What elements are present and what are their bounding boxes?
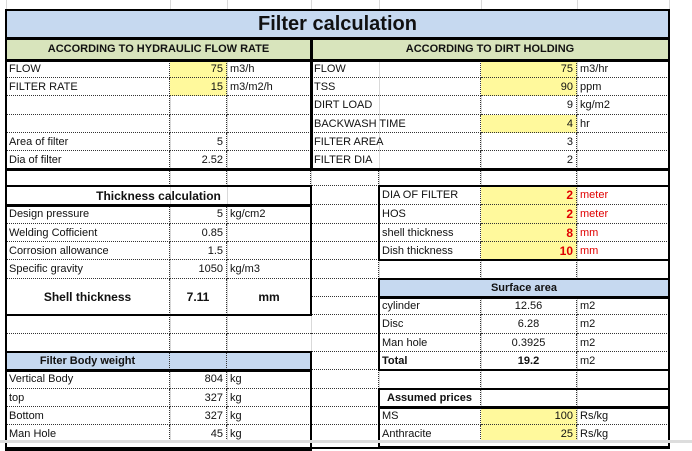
cell-unit[interactable]: m2 [577,334,669,352]
empty-cell[interactable] [311,315,379,334]
cell-label[interactable]: Dish thickness [379,242,481,260]
shell-thickness-input[interactable]: 8 [481,224,577,242]
empty-cell[interactable] [311,205,379,224]
border [378,296,670,299]
cell-unit[interactable]: kg [227,389,311,407]
cell-unit[interactable]: kg [227,370,311,389]
empty-cell[interactable] [311,407,379,425]
empty-cell[interactable] [227,315,311,334]
empty-cell[interactable] [227,115,311,133]
cell-label[interactable]: DIRT LOAD [311,96,481,115]
cell-unit[interactable]: Rs/kg [577,425,669,443]
empty-cell[interactable] [170,96,227,115]
border [310,37,313,169]
empty-cell[interactable] [6,315,170,334]
dirt-load-value[interactable]: 9 [481,96,577,115]
cell-label[interactable]: Anthracite [379,425,481,443]
pressure-value[interactable]: 5 [170,205,227,224]
cell-label[interactable]: Welding Cofficient [6,224,170,242]
empty-cell[interactable] [170,352,227,370]
cell-unit[interactable] [227,151,311,169]
top-value[interactable]: 327 [170,389,227,407]
cell-label[interactable]: shell thickness [379,224,481,242]
weight-header[interactable]: Filter Body weight [6,352,170,370]
bottom-value[interactable]: 327 [170,407,227,425]
cell-unit[interactable]: mm [577,224,669,242]
shell-thickness-unit[interactable]: mm [258,290,280,304]
cell-label[interactable]: MS [379,407,481,425]
empty-cell[interactable] [311,242,379,260]
empty-cell[interactable] [311,352,379,370]
ms-price-input[interactable]: 100 [481,407,577,425]
cylinder-value[interactable]: 12.56 [481,297,577,315]
filter-area-value[interactable]: 3 [481,133,577,151]
empty-cell[interactable] [577,260,669,279]
cell-label[interactable]: BACKWASH TIME [311,115,481,133]
empty-cell[interactable] [379,370,481,389]
border [5,204,312,207]
border [5,369,312,372]
anthracite-price-input[interactable]: 25 [481,425,577,443]
total-label[interactable]: Total [379,352,481,370]
empty-cell[interactable] [311,224,379,242]
manhole-value[interactable]: 0.3925 [481,334,577,352]
empty-cell[interactable] [311,370,379,389]
empty-cell[interactable] [227,334,311,352]
cell-unit[interactable]: m2 [577,297,669,315]
gridline [669,0,670,443]
cell-unit[interactable]: m3/hr [577,60,669,78]
area-value[interactable]: 5 [170,133,227,151]
dia-value[interactable]: 2.52 [170,151,227,169]
surface-header[interactable]: Surface area [379,279,669,297]
cell-unit[interactable]: hr [577,115,669,133]
dirt-flow-input[interactable]: 75 [481,60,577,78]
cell-label[interactable]: top [6,389,170,407]
border [5,59,670,62]
empty-cell[interactable] [577,370,669,389]
cell-unit[interactable] [227,133,311,151]
cell-label[interactable]: Disc [379,315,481,334]
cell-unit[interactable]: ppm [577,78,669,96]
cell-unit[interactable]: m3/h [227,60,311,78]
cell-unit[interactable]: kg/m3 [227,260,311,279]
dia-of-filter-input[interactable]: 2 [481,186,577,205]
prices-header[interactable]: Assumed prices [379,389,481,407]
cell-unit[interactable]: kg/m2 [577,96,669,115]
cell-unit[interactable]: kg/cm2 [227,205,311,224]
cell-label[interactable]: Specific gravity [6,260,170,279]
page-title[interactable]: Filter calculation [6,10,669,38]
cell-label[interactable]: Man Hole [6,425,170,443]
empty-cell[interactable] [227,96,311,115]
cell-label[interactable]: FLOW [6,60,170,78]
empty-cell[interactable] [311,297,379,315]
cell-label[interactable]: HOS [379,205,481,224]
cell-label[interactable]: Vertical Body [6,370,170,389]
empty-cell[interactable] [227,169,311,186]
filter-dia-value[interactable]: 2 [481,151,577,169]
hydraulic-header[interactable]: ACCORDING TO HYDRAULIC FLOW RATE [6,38,311,60]
empty-cell[interactable] [227,352,311,370]
cell-unit[interactable] [227,224,311,242]
empty-cell[interactable] [311,334,379,352]
shell-thickness-label[interactable]: Shell thickness [6,279,170,315]
shell-thickness-value[interactable]: 7.11 [170,279,227,315]
empty-cell[interactable] [6,169,170,186]
dish-thickness-input[interactable]: 10 [481,242,577,260]
cell-label[interactable]: FILTER RATE [6,78,170,96]
empty-cell[interactable] [311,389,379,407]
cell-unit[interactable]: mm [580,245,599,257]
backwash-input[interactable]: 4 [481,115,577,133]
empty-cell[interactable] [170,334,227,352]
corrosion-value[interactable]: 1.5 [170,242,227,260]
empty-cell[interactable] [6,96,170,115]
empty-cell[interactable] [481,260,577,279]
empty-cell[interactable] [311,186,379,205]
empty-cell[interactable] [6,334,170,352]
thickness-header[interactable]: Thickness calculation [96,188,221,203]
empty-cell[interactable] [311,260,379,279]
empty-cell[interactable] [577,389,669,407]
empty-cell[interactable] [481,169,577,186]
empty-cell[interactable] [311,169,379,186]
cell-label[interactable]: cylinder [379,297,481,315]
cell-unit[interactable]: kg [227,407,311,425]
border [5,168,670,171]
cell-label[interactable]: FILTER AREA [311,133,481,151]
border [378,406,670,409]
cell-label[interactable]: Dia of filter [6,151,170,169]
cell-unit[interactable]: m2 [577,315,669,334]
cell-label[interactable]: Area of filter [6,133,170,151]
cell-label[interactable]: Man hole [379,334,481,352]
disc-value[interactable]: 6.28 [481,315,577,334]
flow-input[interactable]: 75 [170,60,227,78]
empty-cell[interactable] [379,260,481,279]
cell-label[interactable]: Corrosion allowance [6,242,170,260]
cell-unit[interactable] [577,151,669,169]
cell-unit[interactable]: m2 [580,355,596,367]
vertical-body-value[interactable]: 804 [170,370,227,389]
cell-unit[interactable]: kg [227,425,311,443]
empty-cell[interactable] [481,389,577,407]
cell-label[interactable]: Bottom [6,407,170,425]
dirt-header[interactable]: ACCORDING TO DIRT HOLDING [311,38,669,60]
cell-unit[interactable]: meter [577,186,669,205]
cell-unit[interactable]: m3/m2/h [227,78,311,96]
empty-cell[interactable] [170,115,227,133]
manhole-weight-value[interactable]: 45 [170,425,227,443]
hos-input[interactable]: 2 [481,205,577,224]
cell-label[interactable]: FLOW [311,60,481,78]
total-value[interactable]: 19.2 [481,352,577,370]
tss-input[interactable]: 90 [481,78,577,96]
filter-rate-input[interactable]: 15 [170,78,227,96]
cell-unit[interactable]: meter [577,205,669,224]
empty-cell[interactable] [311,279,379,297]
empty-cell[interactable] [170,315,227,334]
cell-label[interactable]: Design pressure [6,205,170,224]
cell-label[interactable]: TSS [311,78,481,96]
welding-value[interactable]: 0.85 [170,224,227,242]
empty-cell[interactable] [577,169,669,186]
empty-cell[interactable] [170,169,227,186]
cell-label[interactable]: DIA OF FILTER [379,186,481,205]
empty-cell[interactable] [6,115,170,133]
empty-cell[interactable] [481,370,577,389]
cell-label[interactable]: FILTER DIA [311,151,481,169]
cell-unit[interactable] [227,242,311,260]
empty-cell[interactable] [379,169,481,186]
cell-unit[interactable]: Rs/kg [577,407,669,425]
border [5,37,670,40]
cell-unit[interactable] [577,133,669,151]
gravity-value[interactable]: 1050 [170,260,227,279]
